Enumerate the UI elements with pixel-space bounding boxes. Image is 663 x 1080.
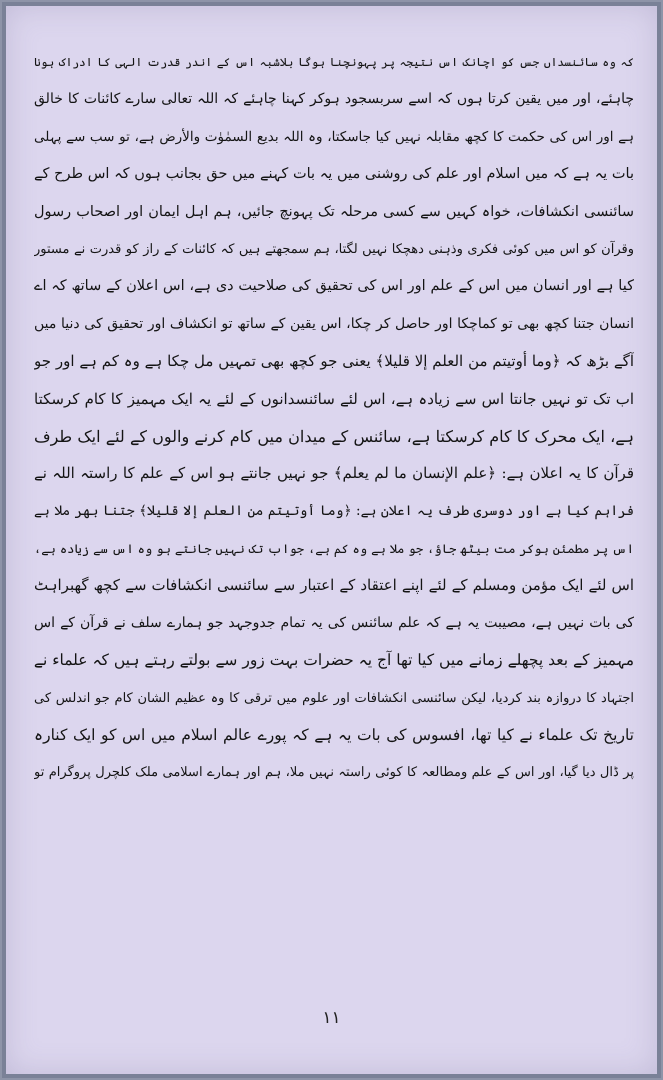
text-line: سائنسی انکشافات، خواہ کہیں سے کسی مرحلہ تک پہونچ جائیں، ہم اہل ایمان اور اصحاب رسول [34,203,634,220]
text-line: انسان جتنا کچھ بھی تو کماچکا اور حاصل کر چکا، اس یقین کے ساتھ تو انکشاف اور تحقیق کی دنیا میں [34,315,634,332]
text-line: فراہم کیا ہے اور دوسری طرف یہ اعلان ہے: ﴿وما أوتيتم من العلم إلا قليلا﴾ جتنا بھر ملا ہے [34,502,634,519]
text-line: ہے اور اس کی حکمت کا کچھ مقابلہ نہیں کیا جاسکتا، وہ اللہ بدیع السمٰوٰت والأرض ہے، تو سب سے پہلی [34,128,634,145]
text-line: کیا ہے اور انسان میں اس کے علم اور اس کی تحقیق کی صلاحیت دی ہے، اس اعلان کے ساتھ کہ اے [34,278,634,295]
text-line: تاریخ تک علماء نے کیا تھا، افسوس کی بات یہ ہے کہ پورے عالم اسلام میں اس کو ایک کنارہ [34,726,634,745]
page-number: ۱۱ [322,1008,341,1028]
text-line: اجتہاد کا دروازہ بند کردیا، لیکن سائنسی انکشافات اور علوم میں ترقی کا وہ عظیم الشان کام جو اندلس کی [34,690,634,706]
text-line: بات یہ ہے کہ میں اسلام اور علم کی روشنی میں یہ بات کہنے میں حق بجانب ہوں کہ اس طرح کے [34,166,634,183]
text-line: چاہئے، اور میں یقین کرتا ہوں کہ اسے سربسجود ہوکر کہنا چاہئے کہ اللہ تعالی سارے کائنات کا خالق [34,91,634,108]
text-line: ہے، ایک محرک کا کام کرسکتا ہے، سائنس کے میدان میں کام کرنے والوں کے لئے ایک طرف [34,426,634,446]
text-line: مہمیز کے بعد پچھلے زمانے میں کیا تھا آج یہ حضرات بہت زور سے بولتے رہتے ہیں کہ علماء نے [34,651,634,670]
text-line: آگے بڑھ کہ ﴿وما أوتيتم من العلم إلا قليلا﴾ یعنی جو کچھ بھی تمہیں مل چکا ہے وہ کم ہے اور جو [34,352,634,371]
text-line: پر ڈال دیا گیا، اور اس کے علم ومطالعہ کا کوئی راستہ نہیں ملا، ہم اور ہمارے اسلامی ملک کلچرل پروگرام تو [34,765,634,781]
text-line: قرآن کا یہ اعلان ہے: ﴿علم الإنسان ما لم يعلم﴾ جو نہیں جانتے ہو اس کے علم کا راستہ اللہ نے [34,464,634,483]
text-line: کہ وہ سائنسداں جس کو اچانک اس نتیجہ پر پہونچنا ہوگا بلاشبہ اس کے اندر قدرت الہی کا ادراک ہونا [34,55,634,69]
text-line: اس پر مطمئن ہوکر مت بیٹھ جاؤ، جو ملا ہے وہ کم ہے، جواب تک نہیں جانتے ہو وہ اس سے زیادہ ہے، [34,541,634,557]
text-line: کی بات نہیں ہے، مصیبت یہ ہے کہ علم سائنس کی یہ تمام جدوجہد جو ہمارے سلف نے قرآن کے اس [34,614,634,631]
text-line: اب تک تو نہیں جانتا اس سے زیادہ ہے، اس لئے سائنسدانوں کے لئے یہ ایک مہمیز کا کام کرسکتا [34,389,634,408]
book-page [6,6,657,1074]
text-line: اس لئے ایک مؤمن ومسلم کے لئے اپنے اعتقاد کے اعتبار سے سائنسی انکشافات سے کچھ گھبراہٹ [34,576,634,595]
urdu-text-body [34,44,634,792]
text-line: وقرآن کو اس میں کوئی فکری وذہنی دھچکا نہیں لگتا، ہم سمجھتے ہیں کہ کائنات کے راز کو قدرت نے مستور [34,241,634,257]
